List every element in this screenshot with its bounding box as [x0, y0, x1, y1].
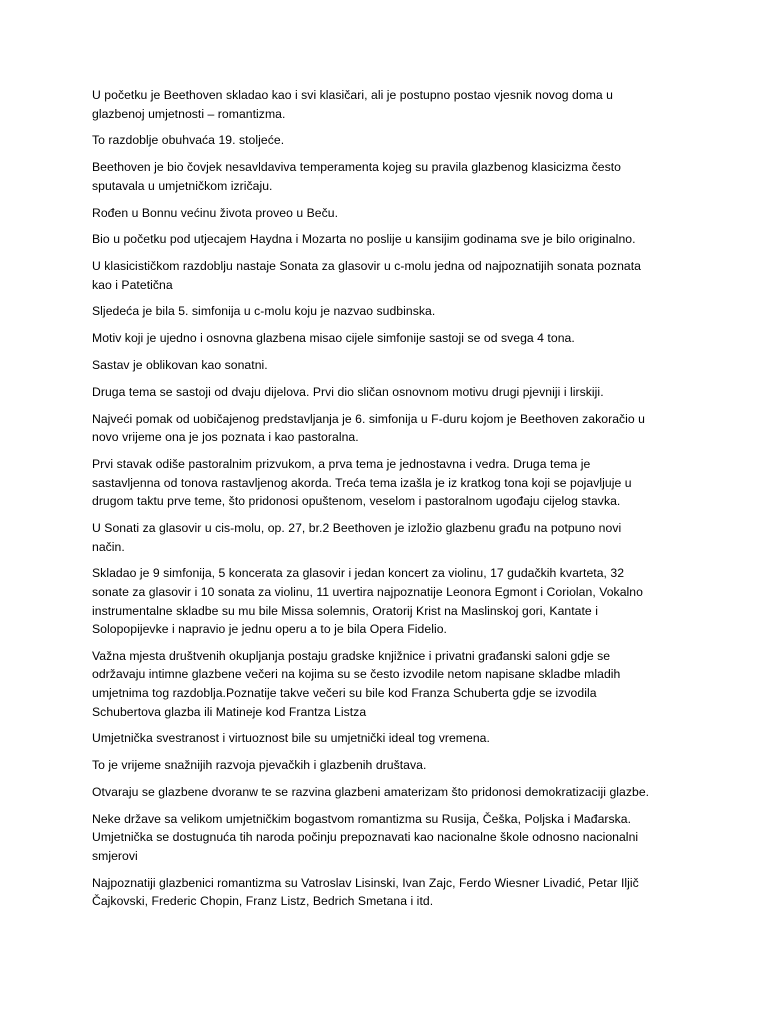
document-page — [92, 86, 652, 919]
paragraph: Najpoznatiji glazbenici romantizma su Vatroslav Lisinski, Ivan Zajc, Ferdo Wiesner Livadić, Petar Iljič Čajkovski, Frederic Chopin, Franz Listz, Bedrich Smetana i itd. — [92, 875, 639, 909]
paragraph: Sastav je oblikovan kao sonatni. — [92, 358, 268, 373]
paragraph: To razdoblje obuhvaća 19. stoljeće. — [92, 133, 285, 148]
paragraph: Otvaraju se glazbene dvoranw te se razvina glazbeni amaterizam što pridonosi demokratizaciji glazbe. — [92, 785, 650, 799]
paragraph: Rođen u Bonnu većinu života proveo u Beču. — [92, 205, 339, 220]
paragraph: Bio u početku pod utjecajem Haydna i Mozarta no poslije u kansijim godinama sve je bilo originalno. — [92, 232, 636, 247]
paragraph: Druga tema se sastoji od dvaju dijelova. Prvi dio sličan osnovnom motivu drugi pjevniji i lirskiji. — [92, 384, 604, 399]
paragraph: Beethoven je bio čovjek nesavldaviva temperamenta kojeg su pravila glazbenog klasicizma često sputavala u umjetničkom izričaju. — [92, 160, 622, 193]
paragraph: Važna mjesta društvenih okupljanja postaju gradske knjižnice i privatni građanski saloni gdje se održavaju intimne glazbene večeri na kojima su se često izvodile netom napisane skladbe mladih umjetnima tog razdoblja.Poznatije takve večeri su bile kod Franza Schuberta gdje se izvodila Schubertova glazba ili Matineje kod Frantza Listza — [92, 648, 621, 719]
paragraph: Prvi stavak odiše pastoralnim prizvukom, a prva tema je jednostavna i vedra. Druga tema je sastavljenna od tonova rastavljenog akorda. Treća tema izašla je iz kratkog tona koji se pojavljuje u drugom taktu prve teme, što pridonosi opuštenom, veselom i pastoralnom ugođaju cijelog stavka. — [92, 456, 632, 509]
paragraph: Sljedeća je bila 5. simfonija u c-molu koju je nazvao sudbinska. — [92, 304, 436, 319]
paragraph: Motiv koji je ujedno i osnovna glazbena misao cijele simfonije sastoji se od svega 4 tona. — [92, 331, 575, 346]
paragraph: U početku je Beethoven skladao kao i svi klasičari, ali je postupno postao vjesnik novog doma u glazbenoj umjetnosti – romantizma. — [92, 88, 613, 121]
paragraph: U Sonati za glasovir u cis-molu, op. 27, br.2 Beethoven je izložio glazbenu građu na potpuno novi način. — [92, 520, 622, 554]
paragraph: Skladao je 9 simfonija, 5 koncerata za glasovir i jedan koncert za violinu, 17 gudačkih kvarteta, 32 sonate za glasovir i 10 sonata za violinu, 11 uvertira najpoznatije Leonora Egmont i Coriolan, Vokalno instrumentalne skladbe su mu bile Missa solemnis, Oratorij Krist na Maslinskoj gori, Kantate i Solopopijevke i napravio je jednu operu a to je bila Opera Fidelio. — [92, 566, 643, 637]
paragraph: Neke države sa velikom umjetničkim bogastvom romantizma su Rusija, Češka, Poljska i Mađarska. Umjetnička se dostugnuća tih naroda počinju prepoznavati kao nacionalne škole odnosno nacionalni smjerovi — [92, 811, 639, 863]
paragraph: U klasicističkom razdoblju nastaje Sonata za glasovir u c-molu jedna od najpoznatijih sonata poznata kao i Patetična — [92, 259, 642, 292]
paragraph: Najveći pomak od uobičajenog predstavljanja je 6. simfonija u F-duru kojom je Beethoven zakoračio u novo vrijeme ona je jos poznata i kao pastoralna. — [92, 411, 646, 445]
paragraph: Umjetnička svestranost i virtuoznost bile su umjetnički ideal tog vremena. — [92, 731, 490, 746]
paragraph: To je vrijeme snažnijih razvoja pjevačkih i glazbenih društava. — [92, 758, 427, 773]
